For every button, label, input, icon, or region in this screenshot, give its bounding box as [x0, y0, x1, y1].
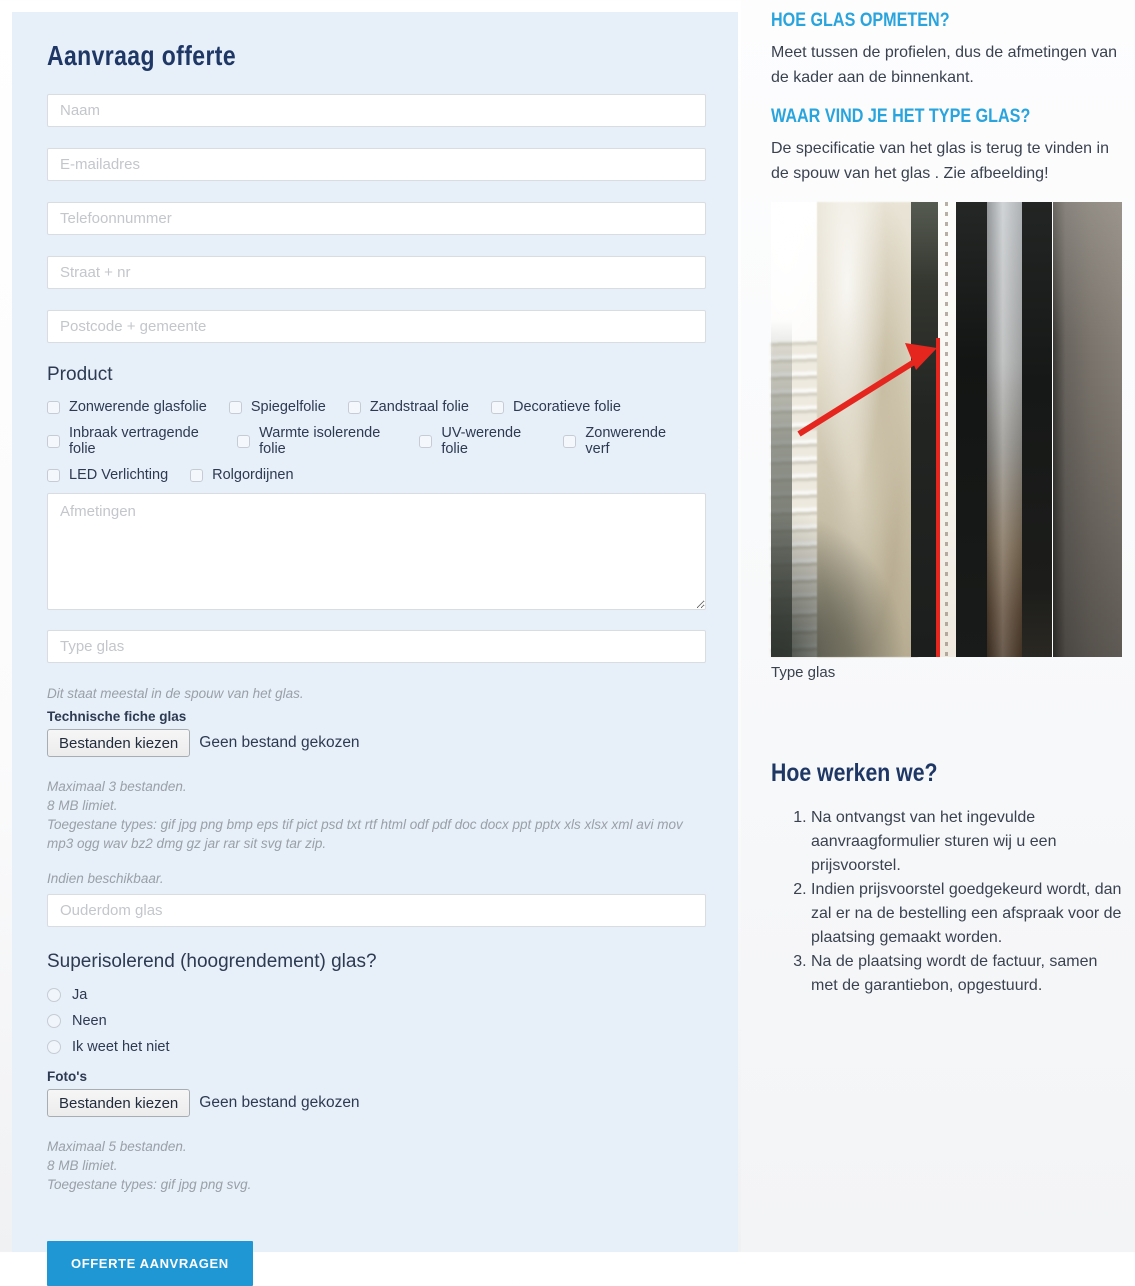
checkbox-label: UV-werende folie [441, 425, 522, 457]
checkbox-icon[interactable] [47, 469, 60, 482]
info-sidebar [741, 0, 1135, 1252]
radio-icon[interactable] [47, 1040, 61, 1054]
checkbox-icon[interactable] [190, 469, 203, 482]
checkbox-icon[interactable] [491, 401, 504, 414]
step-item: 1. Na ontvangst van het ingevulde aanvraagformulier sturen wij u een prijsvoorstel. [811, 806, 1123, 878]
file-note: 8 MB limiet. [47, 798, 118, 813]
type-glas-photo [771, 202, 1122, 657]
radio-ik-weet-het-niet[interactable] [47, 1039, 706, 1055]
superisolerend-section-label: Superisolerend (hoogrendement) glas? [47, 951, 377, 972]
name-input[interactable] [47, 94, 706, 127]
checkbox-decoratieve-folie[interactable] [491, 399, 621, 415]
email-input[interactable] [47, 148, 706, 181]
afmetingen-textarea[interactable] [47, 493, 706, 610]
checkbox-label: Spiegelfolie [250, 399, 326, 415]
sidebar-heading-type-glas: WAAR VIND JE HET TYPE GLAS? [771, 106, 1031, 127]
sidebar-text-type-glas: De specificatie van het glas is terug te vinden in de spouw van het glas . Zie afbeelding! [771, 140, 1109, 182]
type-glas-input[interactable] [47, 630, 706, 663]
product-checkbox-row [47, 425, 706, 457]
quote-request-form [12, 12, 738, 1271]
checkbox-warmte-isolerende-folie[interactable] [237, 425, 397, 457]
checkbox-icon[interactable] [47, 401, 60, 414]
radio-neen[interactable] [47, 1013, 706, 1029]
sidebar-text-opmeten: Meet tussen de profielen, dus de afmetingen van de kader aan de binnenkant. [771, 44, 1117, 86]
radio-icon[interactable] [47, 988, 61, 1002]
photo-caption: Type glas [771, 664, 836, 681]
checkbox-icon[interactable] [419, 435, 432, 448]
radio-label: Ik weet het niet [72, 1039, 170, 1055]
checkbox-spiegelfolie[interactable] [229, 399, 326, 415]
step-item: 2. Indien prijsvoorstel goedgekeurd wordt, dan zal er na de bestelling een afspraak voor de plaatsing gemaakt worden. [811, 878, 1123, 950]
checkbox-icon[interactable] [229, 401, 242, 414]
checkbox-label: Zandstraal folie [369, 399, 469, 415]
checkbox-led-verlichting[interactable] [47, 467, 168, 483]
street-input[interactable] [47, 256, 706, 289]
checkbox-inbraak-vertragende-folie[interactable] [47, 425, 215, 457]
fotos-label: Foto's [47, 1069, 87, 1084]
checkbox-icon[interactable] [237, 435, 250, 448]
checkbox-icon[interactable] [563, 435, 576, 448]
file-status-text: Geen bestand gekozen [199, 734, 360, 751]
checkbox-uv-werende-folie[interactable] [419, 425, 541, 457]
checkbox-label: Zonwerende verf [585, 425, 667, 457]
radio-label: Neen [72, 1013, 107, 1029]
checkbox-label: Decoratieve folie [512, 399, 621, 415]
checkbox-label: Inbraak vertragende folie [69, 425, 199, 457]
product-checkbox-row [47, 399, 706, 415]
ouderdom-glas-input[interactable] [47, 894, 706, 927]
product-section-label: Product [47, 364, 113, 385]
checkbox-label: Warmte isolerende folie [259, 425, 381, 457]
radio-ja[interactable] [47, 987, 706, 1003]
file-note: Toegestane types: gif jpg png svg. [47, 1177, 252, 1192]
file-note: Toegestane types: gif jpg png bmp eps tif pict psd txt rtf html odf pdf doc docx ppt pptx xls xlsx xml avi mov mp3 ogg wav bz2 dmg gz jar rar sit svg tar zip. [47, 817, 683, 851]
page-title: Aanvraag offerte [47, 40, 237, 71]
checkbox-label: LED Verlichting [69, 467, 169, 483]
checkbox-label: Zonwerende glasfolie [69, 399, 207, 415]
fotos-file-input [47, 1089, 706, 1117]
checkbox-rolgordijnen[interactable] [190, 467, 293, 483]
file-note: Maximaal 5 bestanden. [47, 1139, 187, 1154]
submit-offerte-button[interactable]: OFFERTE AANVRAGEN [47, 1241, 253, 1286]
choose-files-button[interactable]: Bestanden kiezen [47, 1089, 190, 1117]
postcode-input[interactable] [47, 310, 706, 343]
type-glas-hint: Dit staat meestal in de spouw van het glas. [47, 686, 304, 701]
radio-icon[interactable] [47, 1014, 61, 1028]
checkbox-label: Rolgordijnen [212, 467, 294, 483]
step-item: 3. Na de plaatsing wordt de factuur, samen met de garantiebon, opgestuurd. [811, 950, 1123, 998]
file-note: 8 MB limiet. [47, 1158, 118, 1173]
file-status-text: Geen bestand gekozen [199, 1094, 360, 1111]
phone-input[interactable] [47, 202, 706, 235]
checkbox-zonwerende-glasfolie[interactable] [47, 399, 207, 415]
checkbox-icon[interactable] [348, 401, 361, 414]
checkbox-zandstraal-folie[interactable] [348, 399, 469, 415]
checkbox-icon[interactable] [47, 435, 60, 448]
ouderdom-hint: Indien beschikbaar. [47, 871, 164, 886]
checkbox-zonwerende-verf[interactable] [563, 425, 684, 457]
sidebar-heading-opmeten: HOE GLAS OPMETEN? [771, 10, 950, 31]
how-we-work-steps [793, 806, 1123, 998]
technische-fiche-file-input [47, 729, 706, 757]
technische-fiche-label: Technische fiche glas [47, 709, 187, 724]
how-we-work-heading: Hoe werken we? [771, 759, 938, 787]
red-arrow-annotation [771, 202, 1122, 657]
file-note: Maximaal 3 bestanden. [47, 779, 187, 794]
product-checkbox-row [47, 467, 706, 483]
choose-files-button[interactable]: Bestanden kiezen [47, 729, 190, 757]
radio-label: Ja [72, 987, 88, 1003]
